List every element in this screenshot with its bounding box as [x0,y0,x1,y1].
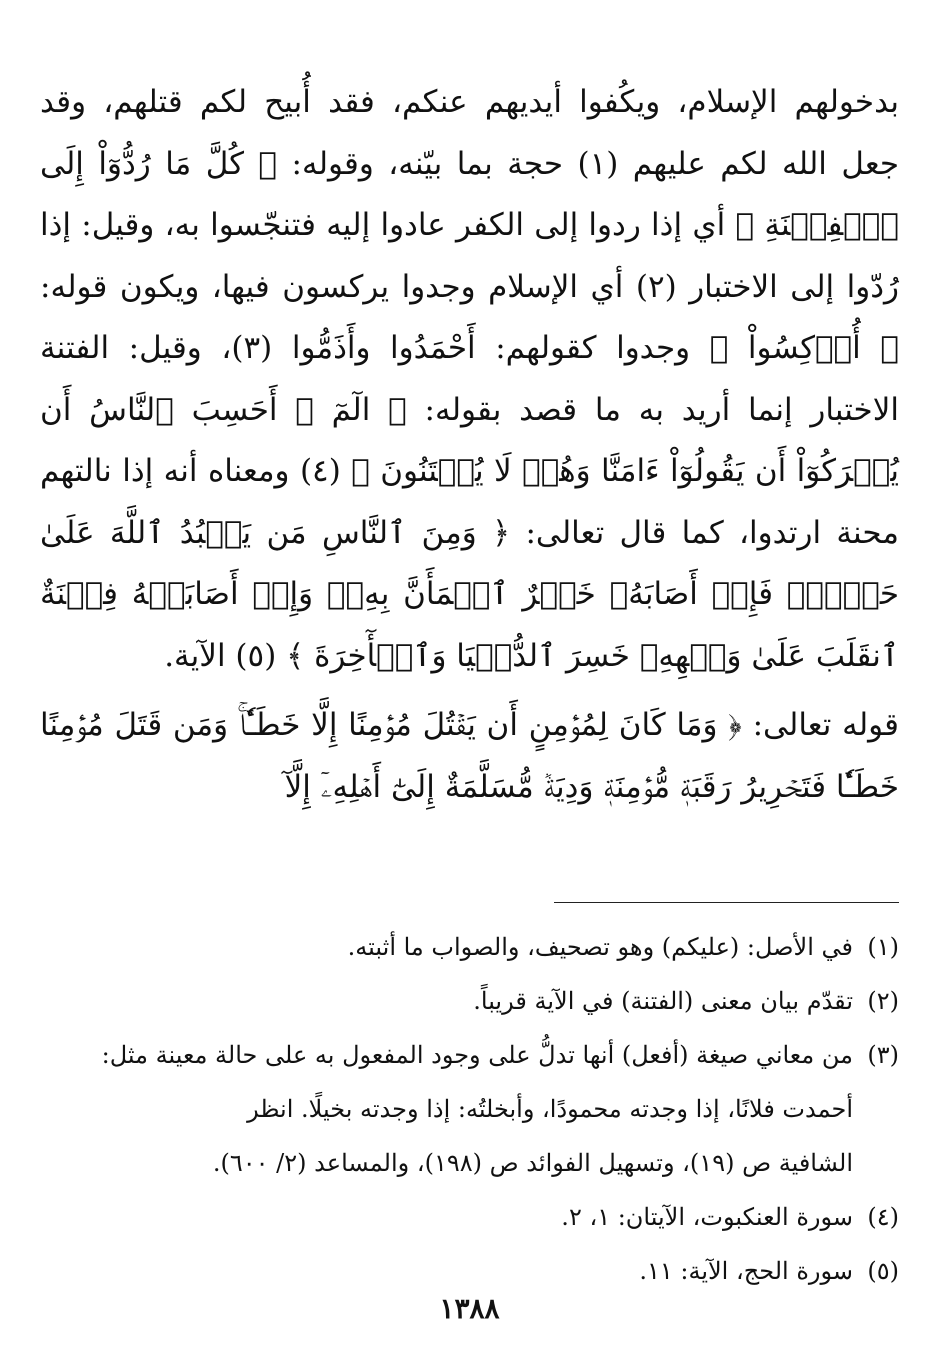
paragraph-2: قوله تعالى: ﴿ وَمَا كَانَ لِمُؤۡمِنٍ أَن يَقۡتُلَ مُؤۡمِنًا إِلَّا خَطَـٔٗاۚ وَمَن قَتَلَ مُؤۡمِنًا خَطَـٔٗا فَتَحۡرِيرُ رَقَبَةٖ مُّؤۡمِنَةٖ وَدِيَةٞ مُّسَلَّمَةٌ إِلَىٰٓ أَهۡلِهِۦٓ إِلَّآ [40,707,899,805]
footnote-line: أحمدت فلانًا، إذا وجدته محمودًا، وأبخلتُه: إذا وجدته بخيلًا. انظر [247,1095,853,1123]
paragraph-1: بدخولهم الإسلام، ويكُفوا أيديهم عنكم، فقد أُبيح لكم قتلهم، وقد جعل الله لكم عليهم (١) حجة بما بيّنه، وقوله: ﴿ كُلَّ مَا رُدُّوٓاْ إِلَى ٱلۡفِتۡنَةِ ﴾ أي إذا ردوا إلى الكفر عادوا إليه فتنجّسوا به، وقيل: إذا رُدّوا إلى الاختبار (٢) أي الإسلام وجدوا يركسون فيها، ويكون قوله: ﴿ أُرۡكِسُواْ ﴾ وجدوا كقولهم: أَحْمَدُوا وأَذَمُّوا (٣)، وقيل: الفتنة الاختبار إنما أريد به ما قصد بقوله: ﴿ الٓمٓ ۞ أَحَسِبَ ٱلنَّاسُ أَن يُتۡرَكُوٓاْ أَن يَقُولُوٓاْ ءَامَنَّا وَهُمۡ لَا يُفۡتَنُونَ ﴾ (٤) ومعناه أنه إذا نالتهم محنة ارتدوا، كما قال تعالى: ﴿ وَمِنَ ٱلنَّاسِ مَن يَعۡبُدُ ٱللَّهَ عَلَىٰ حَرۡفٖۖ فَإِنۡ أَصَابَهُۥ خَيۡرٌ ٱطۡمَأَنَّ بِهِۦۖ وَإِنۡ أَصَابَتۡهُ فِتۡنَةٌ ٱنقَلَبَ عَلَىٰ وَجۡهِهِۦ خَسِرَ ٱلدُّنۡيَا وَٱلۡأٓخِرَةَ ﴾ (٥) الآية. [40,84,899,674]
footnote-line: تقدّم بيان معنى (الفتنة) في الآية قريباً. [473,987,853,1015]
main-text [40,72,899,818]
footnote-4 [40,1190,899,1244]
footnote-3 [40,1028,899,1190]
footnote-line: سورة العنكبوت، الآيتان: ١، ٢. [561,1203,853,1231]
footnote-number: (٤) [867,1203,899,1231]
footnote-2 [40,974,899,1028]
footnote-number: (٣) [867,1041,899,1069]
footnote-line: في الأصل: (عليكم) وهو تصحيف، والصواب ما أثبته. [347,933,853,961]
footnote-5 [40,1244,899,1298]
footnote-separator [554,902,899,903]
footnote-line: سورة الحج، الآية: ١١. [639,1257,853,1285]
book-page [40,72,899,1370]
footnotes [40,920,899,1298]
footnote-line: الشافية ص (١٩)، وتسهيل الفوائد ص (١٩٨)، والمساعد (٢/ ٦٠٠). [212,1149,853,1177]
page-number: ١٣٨٨ [439,1292,500,1325]
footnote-number: (١) [867,933,899,961]
footnote-line: من معاني صيغة (أفعل) أنها تدلُّ على وجود المفعول به على حالة معينة مثل: [101,1041,853,1069]
footnote-1 [40,920,899,974]
footnote-number: (٢) [867,987,899,1015]
footnote-number: (٥) [867,1257,899,1285]
